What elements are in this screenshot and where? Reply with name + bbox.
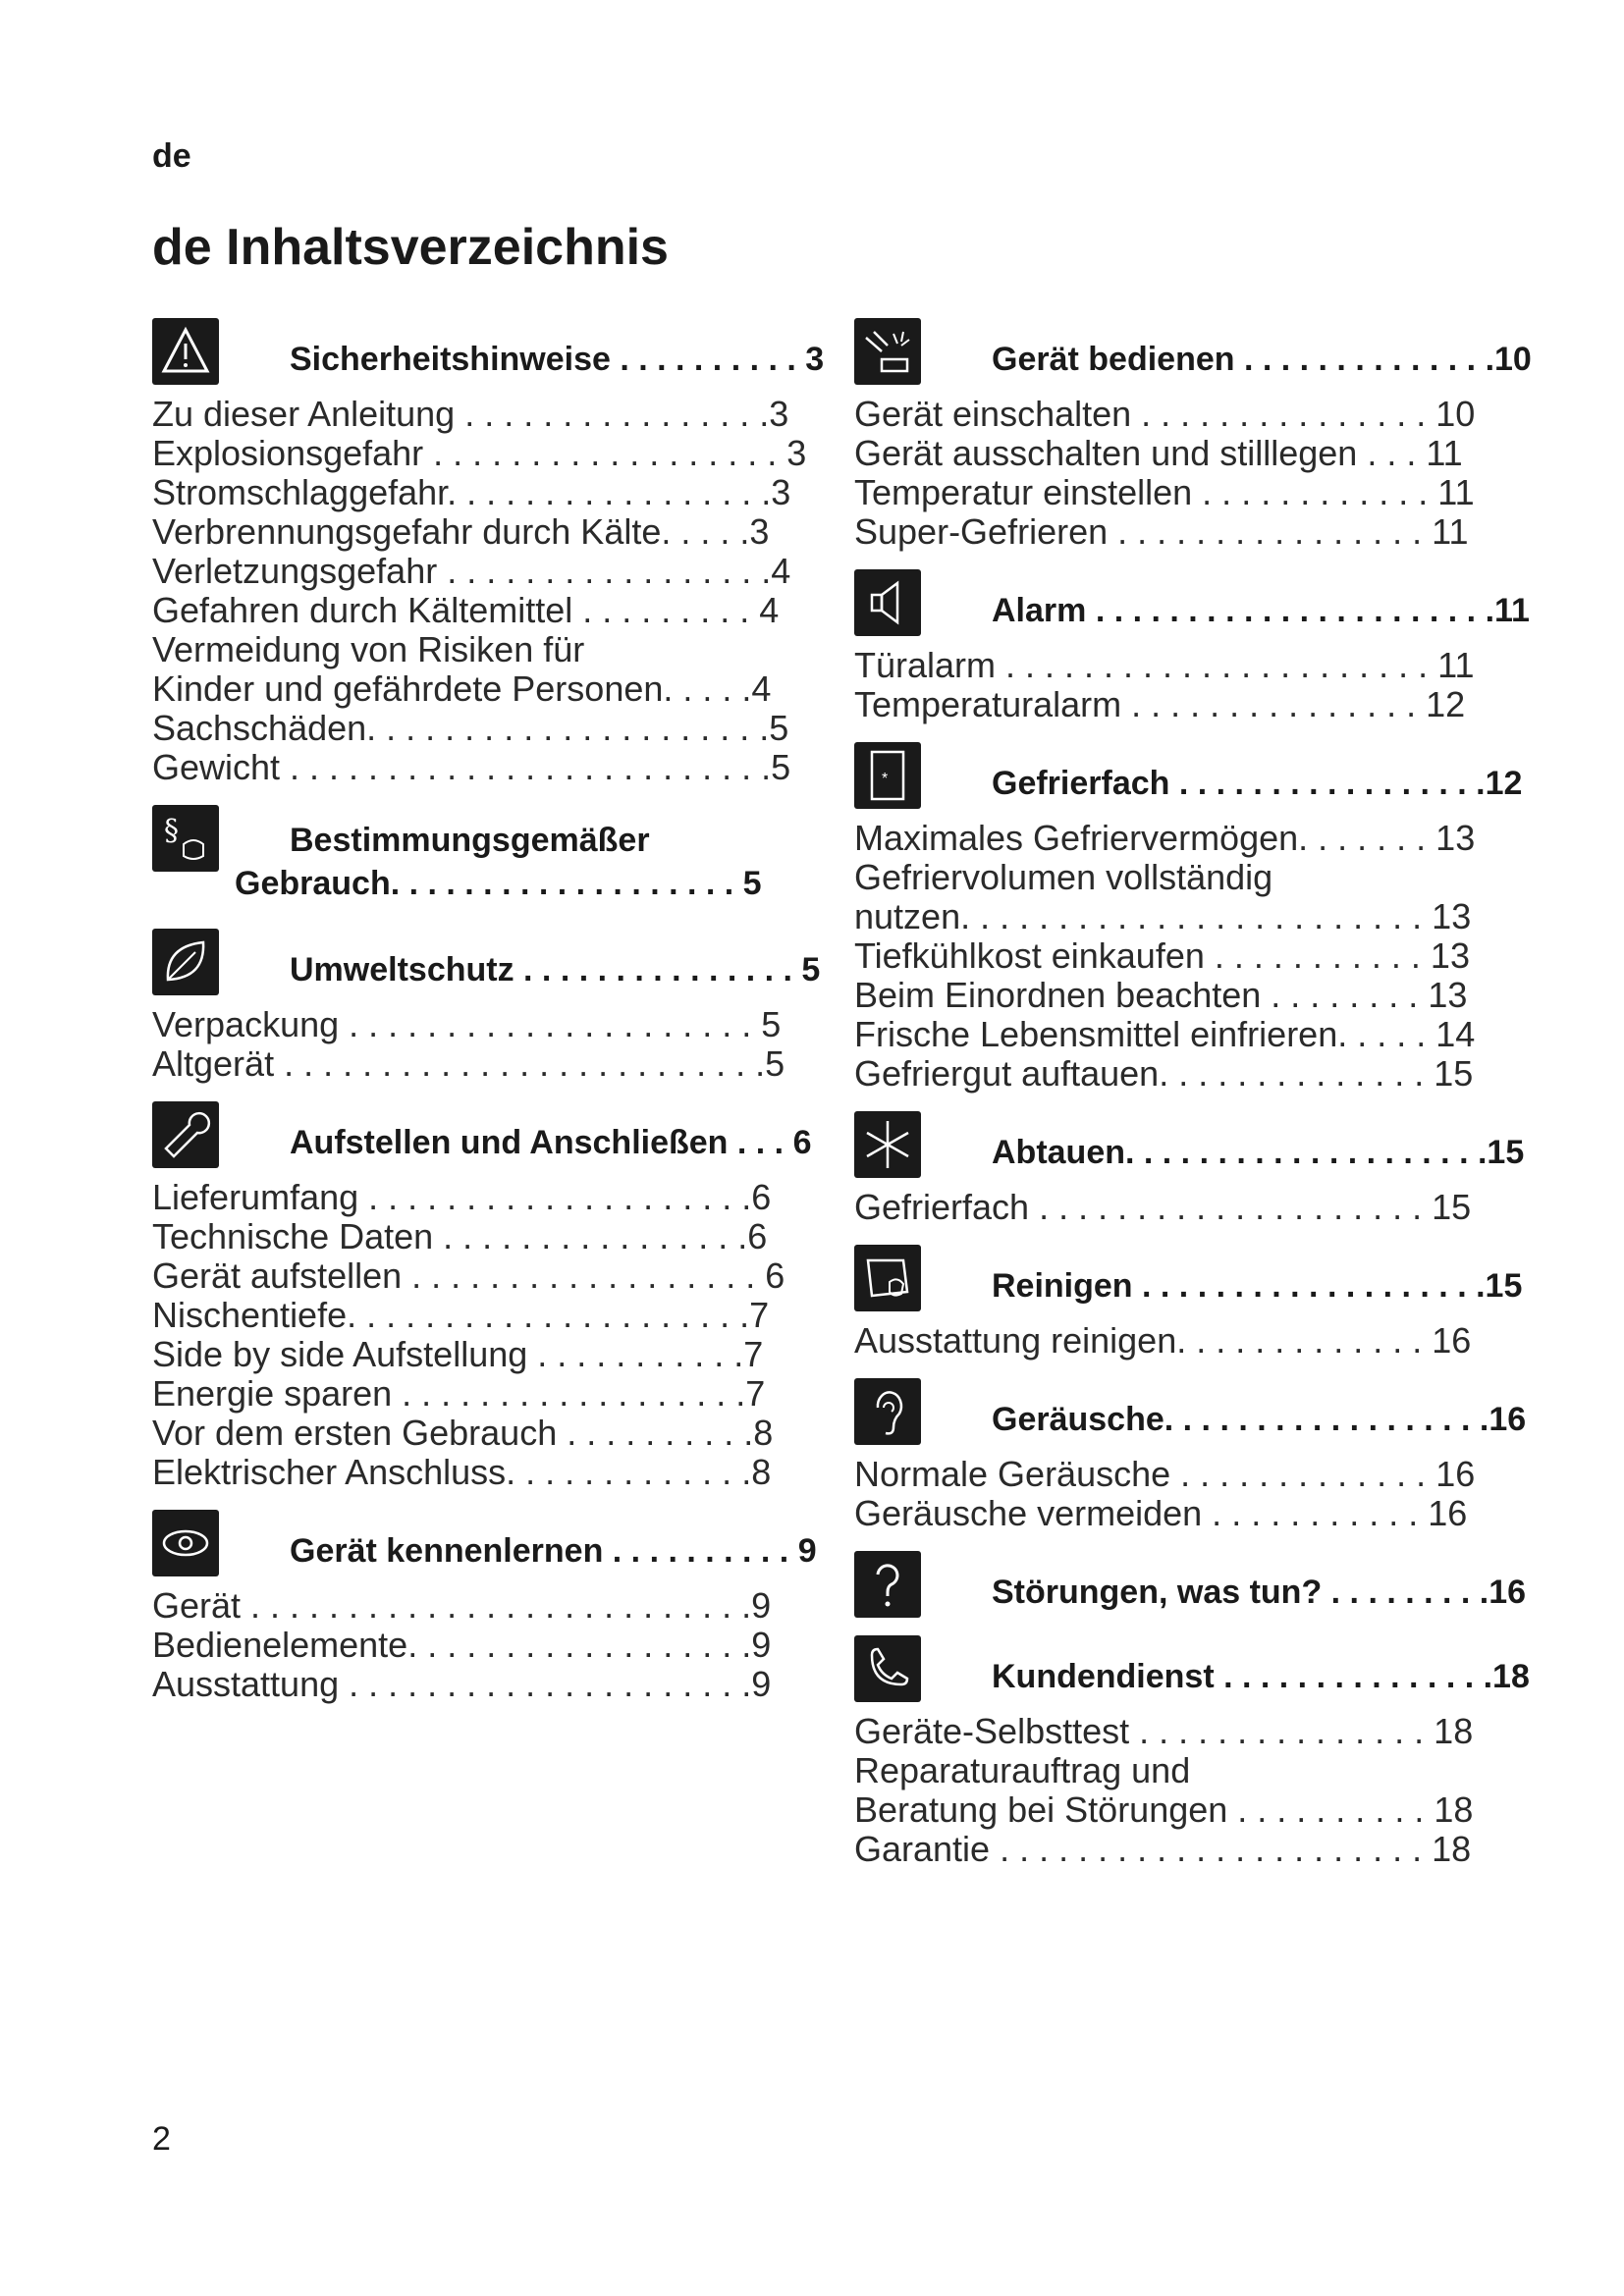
toc-entry[interactable]: Energie sparen . . . . . . . . . . . . . . . . . .7 bbox=[152, 1373, 766, 1414]
toc-section bbox=[152, 925, 854, 1084]
toc-section-heading[interactable] bbox=[290, 948, 854, 991]
toc-entry[interactable]: Technische Daten . . . . . . . . . . . . . . . .6 bbox=[152, 1216, 768, 1256]
cleaning-hand-icon bbox=[854, 1245, 921, 1311]
wrench-icon bbox=[152, 1101, 219, 1168]
toc-entries bbox=[152, 1178, 854, 1492]
phone-icon bbox=[854, 1635, 921, 1702]
toc-entry[interactable]: Geräte-Selbsttest . . . . . . . . . . . . . . . 18 bbox=[854, 1711, 1474, 1751]
toc-section-heading-row bbox=[152, 925, 854, 995]
toc-entry[interactable]: Beim Einordnen beachten . . . . . . . . 13 bbox=[854, 975, 1468, 1015]
toc-entry[interactable]: Tiefkühlkost einkaufen . . . . . . . . . . . 13 bbox=[854, 935, 1470, 976]
toc-entry[interactable]: Side by side Aufstellung . . . . . . . . . . .7 bbox=[152, 1334, 764, 1374]
toc-entry[interactable]: Reparaturauftrag und bbox=[854, 1750, 1191, 1790]
toc-section bbox=[152, 1506, 854, 1704]
toc-section-heading-row bbox=[152, 801, 854, 911]
toc-heading-line: Alarm . . . . . . . . . . . . . . . . . . . . . .11 bbox=[992, 592, 1530, 629]
toc-section bbox=[854, 738, 1561, 1094]
language-code: de bbox=[152, 137, 191, 175]
toc-section-heading[interactable] bbox=[290, 1121, 854, 1164]
toc-section-heading-row bbox=[854, 1374, 1561, 1445]
toc-entry[interactable]: Gerät einschalten . . . . . . . . . . . . . . . 10 bbox=[854, 394, 1476, 434]
toc-entry[interactable]: Gefriervolumen vollständig bbox=[854, 857, 1273, 897]
hand-controls-icon bbox=[854, 318, 921, 385]
toc-section bbox=[854, 314, 1561, 552]
page-number: 2 bbox=[152, 2120, 171, 2158]
toc-section bbox=[152, 1097, 854, 1492]
svg-text:§: § bbox=[164, 814, 179, 848]
toc-entry[interactable]: Gewicht . . . . . . . . . . . . . . . . . . . . . . . . .5 bbox=[152, 747, 791, 787]
warning-icon bbox=[152, 318, 219, 385]
toc-entry[interactable]: Kinder und gefährdete Personen. . . . .4 bbox=[152, 668, 772, 709]
toc-column-left bbox=[152, 314, 854, 1718]
paragraph-hand-icon bbox=[152, 805, 219, 872]
toc-section bbox=[152, 801, 854, 911]
toc-entry[interactable]: Ausstattung . . . . . . . . . . . . . . . . . . . . .9 bbox=[152, 1664, 772, 1704]
toc-entry[interactable]: Beratung bei Störungen . . . . . . . . . . 18 bbox=[854, 1789, 1474, 1830]
toc-entry[interactable]: Zu dieser Anleitung . . . . . . . . . . . . . . . .3 bbox=[152, 394, 789, 434]
toc-heading-line: Bestimmungsgemäßer bbox=[290, 822, 650, 859]
toc-entry[interactable]: Frische Lebensmittel einfrieren. . . . . 14 bbox=[854, 1014, 1476, 1054]
toc-entry[interactable]: Gefahren durch Kältemittel . . . . . . . . . 4 bbox=[152, 590, 780, 630]
toc-entry[interactable]: Stromschlaggefahr. . . . . . . . . . . . . . . . .3 bbox=[152, 472, 791, 512]
toc-column-right bbox=[854, 314, 1561, 1883]
toc-entry[interactable]: Gefriergut auftauen. . . . . . . . . . . . . . 15 bbox=[854, 1053, 1474, 1094]
toc-section-heading[interactable] bbox=[992, 762, 1561, 805]
toc-entry[interactable]: Türalarm . . . . . . . . . . . . . . . . . . . . . . 11 bbox=[854, 645, 1475, 685]
toc-entry[interactable]: Nischentiefe. . . . . . . . . . . . . . . . . . . . .7 bbox=[152, 1295, 770, 1335]
toc-entry[interactable]: Verletzungsgefahr . . . . . . . . . . . . . . . . .4 bbox=[152, 551, 791, 591]
toc-entry[interactable]: Gefrierfach . . . . . . . . . . . . . . . . . . . . 15 bbox=[854, 1187, 1472, 1227]
toc-section-heading-row bbox=[854, 738, 1561, 809]
toc-section bbox=[152, 314, 854, 787]
toc-entries bbox=[854, 1455, 1561, 1533]
toc-entry[interactable]: Normale Geräusche . . . . . . . . . . . . . 16 bbox=[854, 1454, 1476, 1494]
toc-entries bbox=[854, 1712, 1561, 1869]
toc-heading-line: Umweltschutz . . . . . . . . . . . . . . . 5 bbox=[290, 951, 821, 988]
toc-entry[interactable]: Gerät ausschalten und stilllegen . . . 11 bbox=[854, 433, 1463, 473]
toc-entry[interactable]: Ausstattung reinigen. . . . . . . . . . . . . 16 bbox=[854, 1320, 1472, 1361]
toc-entry[interactable]: Verpackung . . . . . . . . . . . . . . . . . . . . . 5 bbox=[152, 1004, 782, 1044]
toc-entries bbox=[854, 1188, 1561, 1227]
toc-entries bbox=[854, 819, 1561, 1094]
toc-section-heading[interactable] bbox=[992, 589, 1561, 632]
toc-entry[interactable]: Geräusche vermeiden . . . . . . . . . . . 16 bbox=[854, 1493, 1468, 1533]
toc-entries bbox=[854, 395, 1561, 552]
toc-heading-line: Kundendienst . . . . . . . . . . . . . . .18 bbox=[992, 1658, 1530, 1695]
toc-section bbox=[854, 565, 1561, 724]
toc-entry[interactable]: Verbrennungsgefahr durch Kälte. . . . .3 bbox=[152, 511, 770, 552]
toc-section-heading-row bbox=[152, 314, 854, 385]
toc-section-heading-row bbox=[854, 1107, 1561, 1178]
eye-icon bbox=[152, 1510, 219, 1576]
toc-heading-line: Störungen, was tun? . . . . . . . . .16 bbox=[992, 1574, 1527, 1611]
toc-section-heading[interactable] bbox=[992, 1131, 1561, 1174]
snowflake-icon bbox=[854, 1111, 921, 1178]
toc-heading-line: Abtauen. . . . . . . . . . . . . . . . . . . .15 bbox=[992, 1134, 1525, 1171]
toc-section-heading-row bbox=[854, 314, 1561, 385]
toc-section-heading[interactable] bbox=[992, 338, 1561, 381]
toc-entry[interactable]: nutzen. . . . . . . . . . . . . . . . . . . . . . . . 13 bbox=[854, 896, 1472, 936]
toc-entry[interactable]: Super-Gefrieren . . . . . . . . . . . . . . . . 11 bbox=[854, 511, 1469, 552]
toc-entries bbox=[854, 1321, 1561, 1361]
toc-section-heading[interactable] bbox=[992, 1655, 1561, 1698]
toc-entry[interactable]: Temperatur einstellen . . . . . . . . . . . . 11 bbox=[854, 472, 1475, 512]
toc-heading-line: Gebrauch. . . . . . . . . . . . . . . . . . . 5 bbox=[235, 865, 762, 902]
toc-section-heading[interactable] bbox=[290, 338, 854, 381]
toc-entry[interactable]: Gerät . . . . . . . . . . . . . . . . . . . . . . . . . .9 bbox=[152, 1585, 772, 1626]
toc-entry[interactable]: Elektrischer Anschluss. . . . . . . . . . . . .8 bbox=[152, 1452, 772, 1492]
toc-section-heading-row bbox=[854, 1547, 1561, 1618]
toc-entry[interactable]: Gerät aufstellen . . . . . . . . . . . . . . . . . . 6 bbox=[152, 1255, 785, 1296]
toc-heading-line: Sicherheitshinweise . . . . . . . . . . 3 bbox=[290, 341, 825, 378]
toc-heading-line: Gerät kennenlernen . . . . . . . . . . 9 bbox=[290, 1532, 817, 1570]
toc-section-heading-row bbox=[152, 1097, 854, 1168]
svg-text:*: * bbox=[882, 771, 889, 787]
toc-heading-line: Geräusche. . . . . . . . . . . . . . . . . .16 bbox=[992, 1401, 1527, 1438]
question-icon bbox=[854, 1551, 921, 1618]
toc-entries bbox=[152, 1005, 854, 1084]
toc-entry[interactable]: Temperaturalarm . . . . . . . . . . . . . . . 12 bbox=[854, 684, 1466, 724]
toc-entry[interactable]: Altgerät . . . . . . . . . . . . . . . . . . . . . . . . .5 bbox=[152, 1043, 785, 1084]
toc-heading-line: Reinigen . . . . . . . . . . . . . . . . . . .15 bbox=[992, 1267, 1523, 1305]
toc-section bbox=[854, 1631, 1561, 1869]
toc-heading-line: Gerät bedienen . . . . . . . . . . . . . .10 bbox=[992, 341, 1532, 378]
toc-section-heading[interactable] bbox=[992, 1398, 1561, 1441]
toc-section-heading[interactable] bbox=[235, 819, 854, 905]
freezer-compartment-icon bbox=[854, 742, 921, 809]
toc-entry[interactable]: Garantie . . . . . . . . . . . . . . . . . . . . . . 18 bbox=[854, 1829, 1472, 1869]
toc-section-heading-row bbox=[152, 1506, 854, 1576]
toc-section bbox=[854, 1547, 1561, 1618]
toc-entry[interactable]: Explosionsgefahr . . . . . . . . . . . . . . . . . . 3 bbox=[152, 433, 807, 473]
toc-section-heading[interactable] bbox=[992, 1264, 1561, 1308]
toc-entries bbox=[152, 395, 854, 787]
toc-section bbox=[854, 1107, 1561, 1227]
toc-section-heading-row bbox=[854, 1631, 1561, 1702]
toc-section-heading-row bbox=[854, 565, 1561, 636]
toc-section-heading-row bbox=[854, 1241, 1561, 1311]
leaf-icon bbox=[152, 929, 219, 995]
toc-section-heading[interactable] bbox=[290, 1529, 854, 1573]
speaker-icon bbox=[854, 569, 921, 636]
toc-heading-line: Aufstellen und Anschließen . . . 6 bbox=[290, 1124, 812, 1161]
toc-entry[interactable]: Vermeidung von Risiken für bbox=[152, 629, 585, 669]
toc-entry[interactable]: Vor dem ersten Gebrauch . . . . . . . . . .8 bbox=[152, 1413, 774, 1453]
toc-section-heading[interactable] bbox=[992, 1571, 1561, 1614]
page-title: de Inhaltsverzeichnis bbox=[152, 219, 669, 276]
ear-icon bbox=[854, 1378, 921, 1445]
toc-section bbox=[854, 1374, 1561, 1533]
toc-entry[interactable]: Lieferumfang . . . . . . . . . . . . . . . . . . . .6 bbox=[152, 1177, 772, 1217]
toc-entries bbox=[152, 1586, 854, 1704]
toc-entry[interactable]: Maximales Gefriervermögen. . . . . . . 13 bbox=[854, 818, 1476, 858]
toc-entry[interactable]: Bedienelemente. . . . . . . . . . . . . . . . . .9 bbox=[152, 1625, 772, 1665]
toc-entry[interactable]: Sachschäden. . . . . . . . . . . . . . . . . . . . .5 bbox=[152, 708, 789, 748]
toc-section bbox=[854, 1241, 1561, 1361]
toc-entries bbox=[854, 646, 1561, 724]
toc-heading-line: Gefrierfach . . . . . . . . . . . . . . . . .12 bbox=[992, 765, 1523, 802]
